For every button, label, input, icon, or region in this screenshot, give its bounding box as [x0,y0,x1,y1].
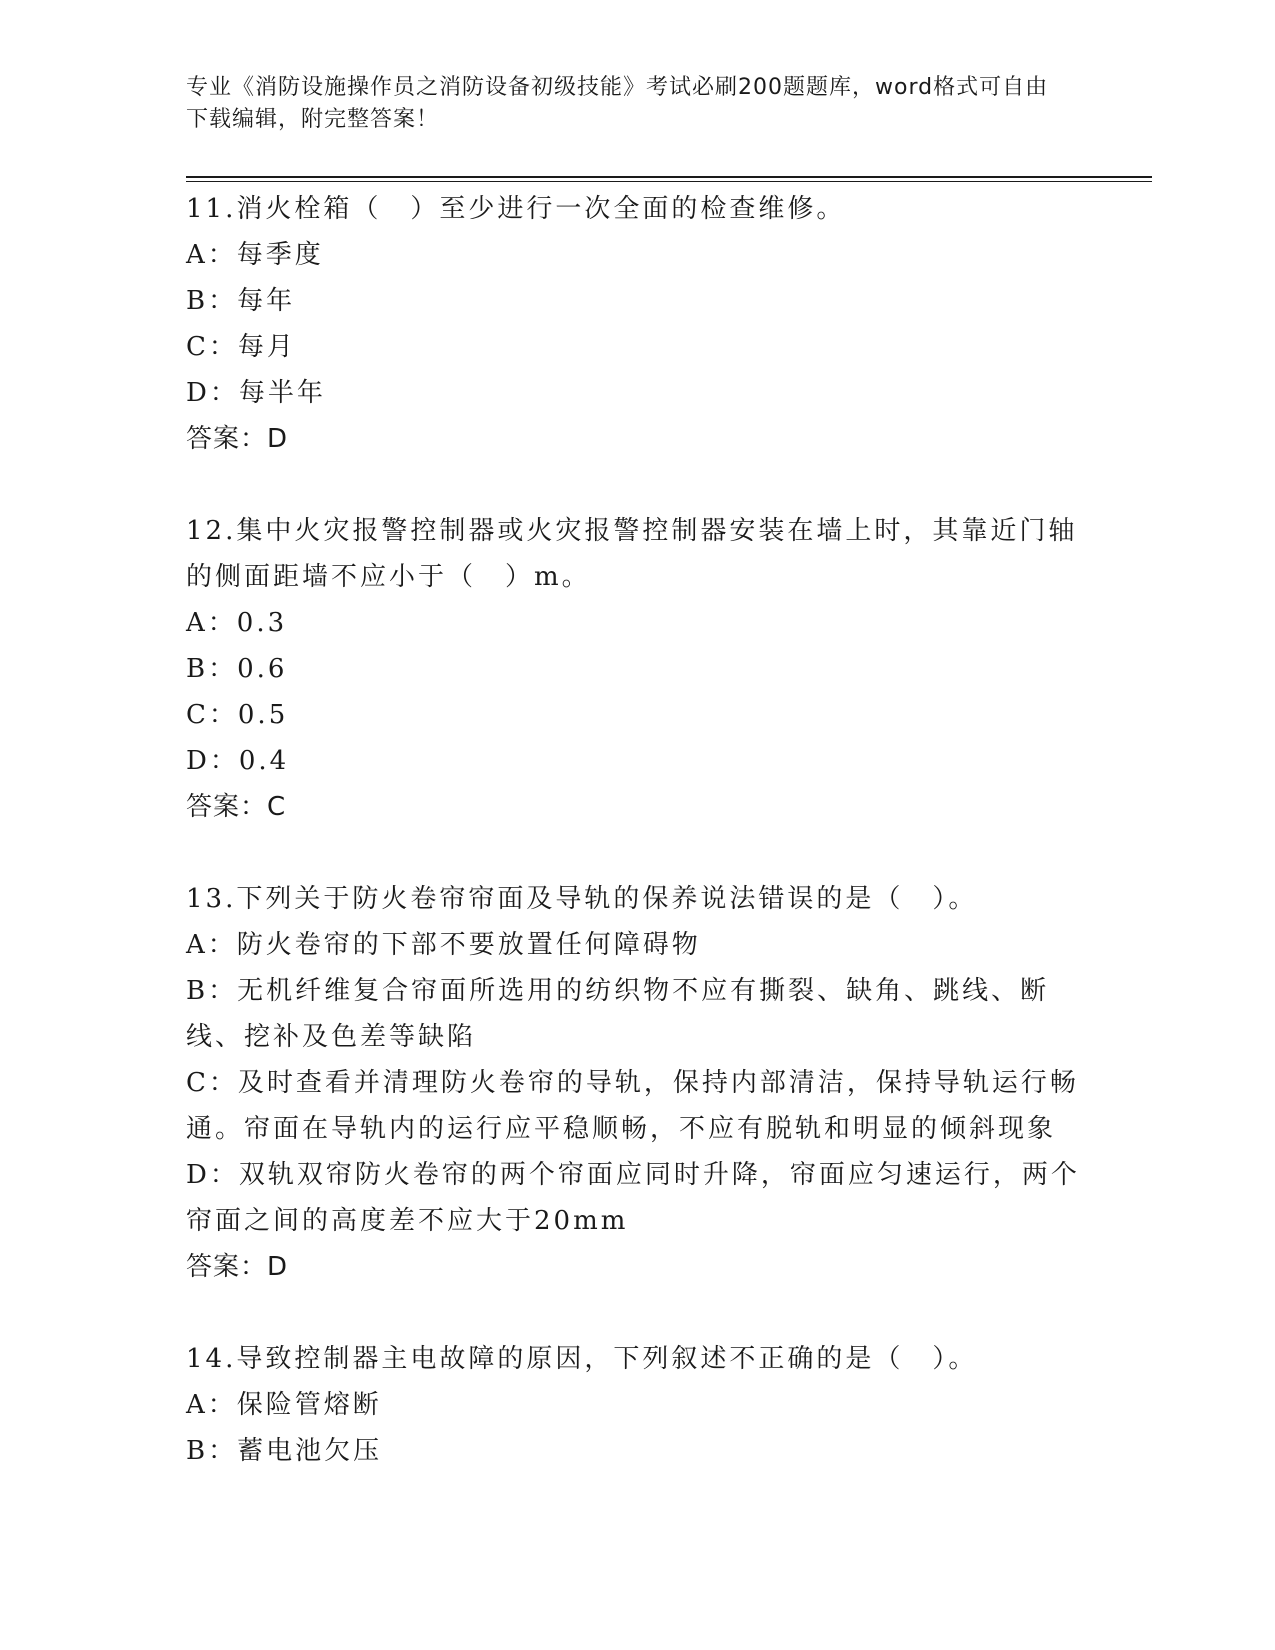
question-stem: 14.导致控制器主电故障的原因，下列叙述不正确的是（ ）。 [186,1344,978,1374]
option-d: D：双轨双帘防火卷帘的两个帘面应同时升降，帘面应匀速运行，两个帘面之间的高度差不应大于20mm [186,1160,1080,1236]
option-a: A：保险管熔断 [186,1390,382,1420]
question-item [186,876,1086,1290]
question-item [186,508,1086,830]
option-b: B：无机纤维复合帘面所选用的纺织物不应有撕裂、缺角、跳线、断线、挖补及色差等缺陷 [186,976,1050,1052]
option-b: B：0.6 [186,654,288,684]
answer-line: 答案：D [186,1252,289,1282]
header-divider-thin [186,181,1152,182]
question-list [186,186,1086,1520]
option-a: A：0.3 [186,608,288,638]
question-stem: 13.下列关于防火卷帘帘面及导轨的保养说法错误的是（ ）。 [186,884,978,914]
option-a: A：每季度 [186,240,324,270]
option-d: D：0.4 [186,746,290,776]
answer-line: 答案：D [186,424,289,454]
option-a: A：防火卷帘的下部不要放置任何障碍物 [186,930,701,960]
header-divider-thick [186,176,1152,178]
option-c: C：每月 [186,332,296,362]
question-stem: 11.消火栓箱（ ）至少进行一次全面的检查维修。 [186,194,846,224]
option-d: D：每半年 [186,378,326,408]
document-header: 专业《消防设施操作员之消防设备初级技能》考试必刷200题题库，word格式可自由下载编辑，附完整答案！ [186,75,1049,132]
question-item [186,1336,1086,1474]
question-item [186,186,1086,462]
option-c: C：及时查看并清理防火卷帘的导轨，保持内部清洁，保持导轨运行畅通。帘面在导轨内的运行应平稳顺畅，不应有脱轨和明显的倾斜现象 [186,1068,1079,1144]
option-c: C：0.5 [186,700,289,730]
option-b: B：蓄电池欠压 [186,1436,383,1466]
option-b: B：每年 [186,286,296,316]
question-stem: 12.集中火灾报警控制器或火灾报警控制器安装在墙上时，其靠近门轴的侧面距墙不应小于（ ）m。 [186,516,1078,592]
answer-line: 答案：C [186,792,287,822]
